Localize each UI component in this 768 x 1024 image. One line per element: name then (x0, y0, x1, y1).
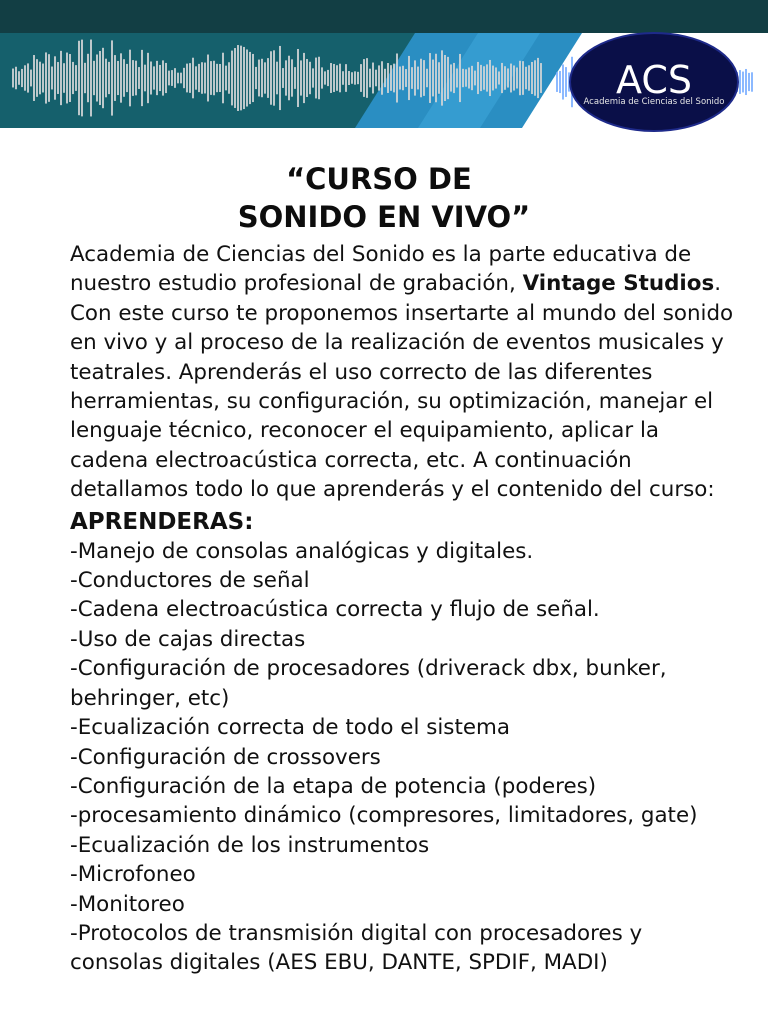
waveform-bar (751, 72, 753, 91)
waveform-bar (15, 67, 17, 90)
banner-divider (0, 128, 495, 135)
waveform-bar (267, 58, 269, 98)
waveform-bar (78, 41, 80, 115)
document-body (70, 240, 740, 978)
waveform-bar (366, 58, 368, 98)
waveform-bar (477, 62, 479, 94)
waveform-bar (123, 59, 125, 97)
waveform-bar (432, 60, 434, 97)
waveform-bar (297, 49, 299, 107)
waveform-bar (51, 67, 53, 90)
waveform-bar (504, 66, 506, 90)
waveform-bar (42, 64, 44, 93)
waveform-bar (525, 67, 527, 89)
waveform-bar (57, 62, 59, 94)
list-item: -Protocolos de transmisión digital con procesadores y consolas digitales (AES EBU, DANTE, SPDIF, MADI) (70, 920, 643, 976)
waveform-bar (204, 63, 206, 94)
waveform-bar (108, 62, 110, 94)
waveform-bar (186, 64, 188, 93)
list-item: -Uso de cajas directas (70, 626, 306, 652)
waveform-bar (183, 68, 185, 88)
waveform-bar (357, 72, 359, 84)
waveform-bar (513, 65, 515, 90)
waveform-bar (423, 60, 425, 96)
waveform-bar (270, 51, 272, 104)
waveform-bar (330, 63, 332, 93)
waveform-bar (453, 63, 455, 93)
waveform-bar (534, 60, 536, 95)
waveform-bar (369, 69, 371, 88)
waveform-bar (129, 50, 131, 107)
waveform-bar (90, 40, 92, 117)
banner-dark-band (0, 0, 768, 33)
waveform-bar (480, 65, 482, 91)
waveform-bar (249, 52, 251, 104)
waveform-bar (399, 66, 401, 89)
waveform-bar (177, 73, 179, 84)
waveform-bar (291, 59, 293, 96)
waveform-bar (459, 54, 461, 102)
waveform-bar (144, 65, 146, 92)
waveform-bar (429, 53, 431, 103)
waveform-bar (72, 62, 74, 94)
waveform-bar (339, 64, 341, 93)
waveform-bar (117, 61, 119, 95)
waveform-bar (120, 53, 122, 102)
waveform-bar (348, 71, 350, 85)
waveform-bar (559, 71, 561, 93)
waveform-bar (246, 49, 248, 106)
waveform-bar (420, 59, 422, 98)
waveform-bar (24, 65, 26, 90)
waveform-bar (141, 50, 143, 106)
waveform-bar (462, 69, 464, 87)
waveform-bar (351, 72, 353, 84)
waveform-bar (276, 62, 278, 95)
title-line-1: “CURSO DE (286, 162, 482, 196)
waveform-bar (198, 64, 200, 92)
waveform-bar (372, 63, 374, 94)
waveform-bar (510, 64, 512, 93)
waveform-bar (565, 67, 567, 97)
waveform-bar (471, 66, 473, 90)
waveform-bar (12, 69, 14, 88)
waveform-bar (562, 64, 564, 99)
waveform-bar (99, 51, 101, 105)
waveform-bar (69, 54, 71, 102)
waveform-bar (501, 63, 503, 93)
waveform-bar (342, 71, 344, 85)
waveform-bar (303, 53, 305, 103)
waveform-bar (75, 65, 77, 91)
waveform-bar (168, 71, 170, 86)
waveform-bar (426, 69, 428, 87)
waveform-bar (327, 70, 329, 86)
waveform-bar (273, 50, 275, 105)
intro-paragraph (70, 240, 740, 505)
waveform-bar (456, 69, 458, 88)
waveform-bar (507, 68, 509, 87)
waveform-bar (189, 63, 191, 93)
waveform-bar (165, 63, 167, 93)
waveform-bar (556, 72, 558, 92)
waveform-bar (219, 64, 221, 92)
waveform-bar (447, 57, 449, 99)
list-item: -Ecualización de los instrumentos (70, 832, 430, 858)
section-heading: APRENDERAS: (70, 508, 254, 535)
waveform-bar (174, 68, 176, 88)
waveform-bar (84, 63, 86, 93)
waveform-bar (162, 60, 164, 95)
waveform-bar (132, 60, 134, 96)
waveform-bar (384, 69, 386, 87)
waveform-bar (321, 67, 323, 88)
waveform-bar (225, 66, 227, 91)
waveform-bar (231, 51, 233, 106)
waveform-bar (396, 53, 398, 102)
waveform-bar (36, 59, 38, 97)
waveform-bar (528, 65, 530, 90)
waveform-bar (441, 50, 443, 105)
waveform-bar (417, 67, 419, 90)
waveform-bar (96, 54, 98, 101)
waveform-bar (402, 66, 404, 90)
waveform-bar (93, 61, 95, 95)
banner-graphic (0, 0, 768, 150)
page-title (0, 160, 768, 236)
waveform-bar (354, 71, 356, 84)
waveform-bar (114, 55, 116, 101)
waveform-bar (378, 65, 380, 90)
waveform-bar (192, 58, 194, 99)
waveform-bar (486, 64, 488, 91)
waveform-bar (519, 61, 521, 95)
waveform-bar (60, 51, 62, 105)
waveform-bar (105, 59, 107, 98)
waveform-bar (66, 53, 68, 104)
waveform-bar (318, 57, 320, 99)
waveform-bar (537, 58, 539, 98)
waveform-bar (135, 61, 137, 96)
waveform-bar (516, 67, 518, 88)
list-item: -Configuración de procesadores (driverack dbx, bunker, behringer, etc) (70, 656, 667, 711)
waveform-bar (387, 63, 389, 93)
waveform-bar (30, 70, 32, 87)
waveform-bar (444, 55, 446, 101)
waveform-bar (309, 62, 311, 94)
waveform-bar (27, 63, 29, 92)
waveform-bar (306, 59, 308, 97)
waveform-bar (285, 60, 287, 95)
intro-text-end: . Con este curso te proponemos insertarte al mundo del sonido en vivo y al proceso de la realización de eventos musicales y teatrales. Aprenderás el uso correcto de las diferentes herramientas, su configuración, su optimización, manejar el lenguaje técnico, reconocer el equipamiento, aplicar la cadena electroacústica correcta, etc. A continuación detallamos todo lo que aprenderás y el contenido del curso: (70, 271, 734, 503)
learning-list (70, 537, 740, 978)
studio-name: Vintage Studios (522, 271, 715, 297)
waveform-bar (363, 59, 365, 97)
waveform-bar (492, 66, 494, 91)
waveform-bar (210, 61, 212, 95)
waveform-bar (540, 63, 542, 93)
waveform-bar (336, 65, 338, 91)
waveform-bar (126, 64, 128, 92)
list-item: -Conductores de señal (70, 568, 310, 594)
waveform-bar (195, 66, 197, 89)
waveform-bar (483, 66, 485, 90)
waveform-bar (39, 62, 41, 95)
list-item: -Monitoreo (70, 891, 185, 917)
waveform-bar (180, 73, 182, 84)
waveform-bar (450, 64, 452, 91)
list-item: -procesamiento dinámico (compresores, limitadores, gate) (70, 803, 698, 829)
waveform-bar (333, 64, 335, 92)
waveform-bar (405, 69, 407, 87)
waveform-bar (48, 54, 50, 102)
waveform-bar (390, 65, 392, 91)
waveform-bar (54, 56, 56, 99)
waveform-bar (222, 53, 224, 104)
intro-text-start: Academia de Ciencias del Sonido es la parte educativa de nuestro estudio profesional de grabación, (70, 242, 692, 297)
waveform-bar (171, 70, 173, 86)
waveform-bar (150, 62, 152, 95)
waveform-bar (45, 52, 47, 103)
waveform-bar (81, 40, 83, 117)
waveform-bar (312, 68, 314, 87)
list-item: -Cadena electroacústica correcta y flujo de señal. (70, 597, 600, 623)
waveform-bar (159, 65, 161, 91)
waveform-bar (243, 47, 245, 109)
waveform-bar (252, 54, 254, 102)
waveform-bar (495, 67, 497, 88)
waveform-bar (288, 56, 290, 101)
waveform-bar (147, 53, 149, 103)
waveform-bar (264, 62, 266, 93)
waveform-bar (102, 48, 104, 108)
waveform-bar (111, 40, 113, 115)
waveform-bar (315, 58, 317, 99)
list-item: -Configuración de la etapa de potencia (poderes) (70, 773, 597, 799)
waveform-bar (408, 56, 410, 100)
waveform-bar (324, 71, 326, 84)
waveform-bar (300, 60, 302, 95)
waveform-bar (414, 60, 416, 95)
waveform-bar (216, 64, 218, 92)
waveform-bar (234, 48, 236, 108)
waveform-bar (465, 69, 467, 86)
waveform-bar (156, 61, 158, 95)
waveform-bar (742, 72, 744, 93)
waveform-bar (748, 73, 750, 91)
waveform-bar (279, 46, 281, 110)
waveform-bar (489, 60, 491, 96)
waveform-bar (294, 67, 296, 89)
waveform-bar (237, 45, 239, 111)
title-line-2: SONIDO EN VIVO” (237, 200, 531, 234)
waveform-bar (498, 71, 500, 84)
waveform-bar (393, 64, 395, 93)
list-item: -Microfoneo (70, 862, 196, 888)
waveform-bar (258, 60, 260, 97)
waveform-bar (411, 67, 413, 89)
waveform-bar (261, 59, 263, 97)
waveform-bar (21, 69, 23, 87)
waveform-bar (63, 63, 65, 93)
waveform-bar (522, 61, 524, 95)
waveform-bar (468, 68, 470, 89)
waveform-bar (228, 62, 230, 93)
waveform-bar (345, 64, 347, 92)
waveform-bar (153, 66, 155, 89)
waveform-bar (474, 71, 476, 86)
list-item: -Ecualización correcta de todo el sistema (70, 715, 510, 741)
logo-text: ACS (616, 58, 692, 102)
waveform-bar (375, 70, 377, 87)
waveform-bar (255, 67, 257, 89)
waveform-bar (745, 69, 747, 95)
waveform-bar (207, 55, 209, 102)
waveform-bar (435, 54, 437, 102)
list-item: -Manejo de consolas analógicas y digitales. (70, 538, 534, 564)
waveform-bar (87, 54, 89, 102)
waveform-bar (381, 61, 383, 94)
waveform-bar (282, 68, 284, 88)
list-item: -Configuración de crossovers (70, 744, 381, 770)
waveform-bar (138, 67, 140, 89)
waveform-bar (739, 70, 741, 94)
waveform-bar (531, 62, 533, 94)
waveform-bar (360, 64, 362, 92)
header-banner (0, 0, 768, 150)
waveform-bar (240, 46, 242, 111)
waveform-bar (438, 62, 440, 94)
waveform-bar (201, 62, 203, 94)
logo-subtitle: Academia de Ciencias del Sonido (583, 97, 725, 107)
waveform-bar (213, 61, 215, 95)
waveform-bar (33, 55, 35, 101)
waveform-bar (18, 71, 20, 85)
